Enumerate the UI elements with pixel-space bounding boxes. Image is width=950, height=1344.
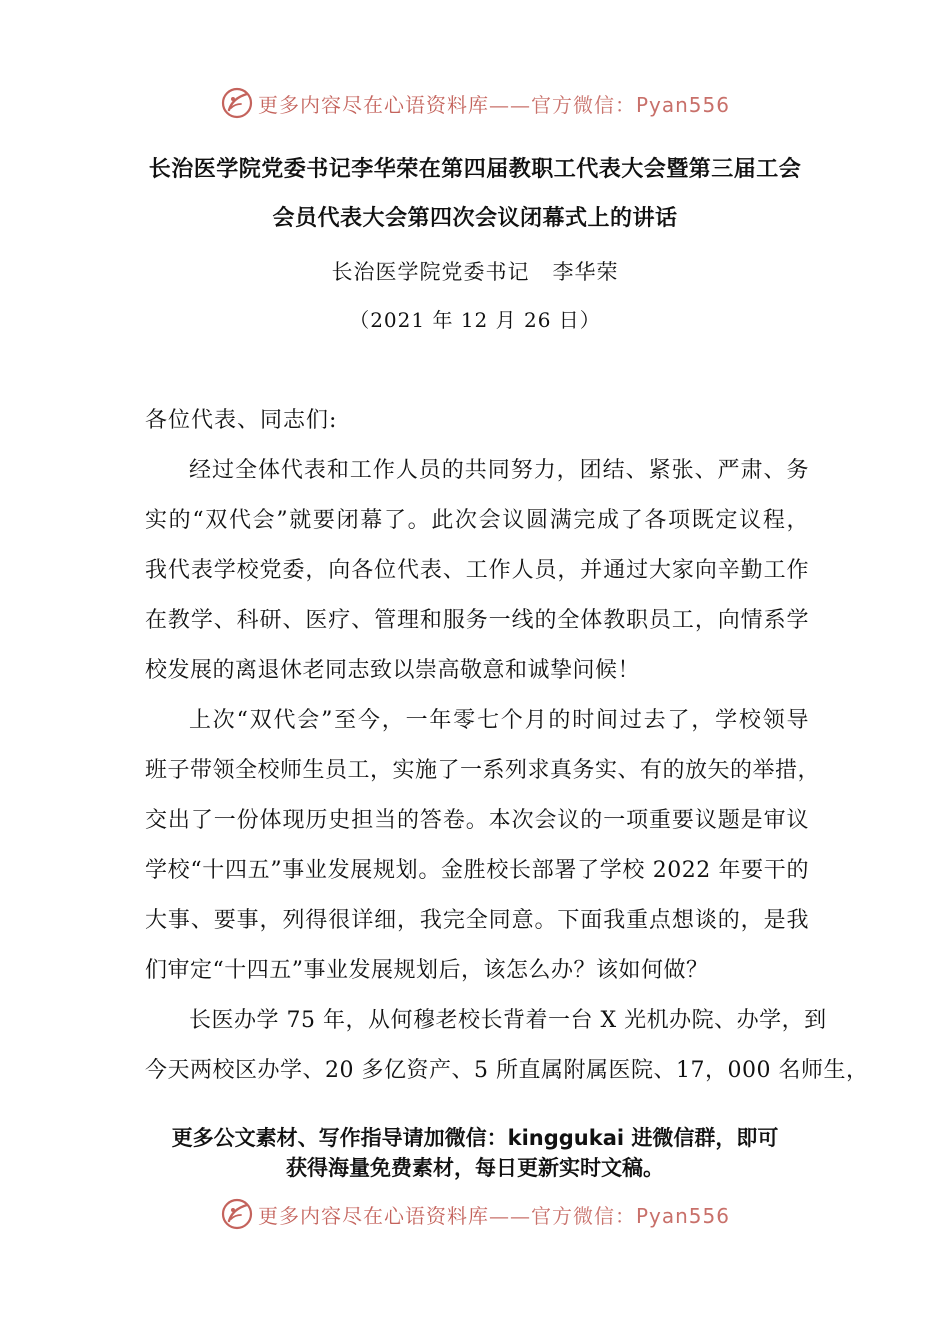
body-line: 们审定“十四五”事业发展规划后，该怎么办？该如何做？ — [145, 958, 709, 983]
promo-line-2: 获得海量免费素材，每日更新实时文稿。 — [286, 1156, 664, 1180]
body-line: 上次“双代会”至今，一年零七个月的时间过去了，学校领导 — [189, 708, 809, 733]
document-author: 长治医学院党委书记 李华荣 — [331, 260, 619, 284]
body-line: 学校“十四五”事业发展规划。金胜校长部署了学校 2022 年要干的 — [145, 858, 809, 883]
watermark-account: 官方微信：Pyan556 — [530, 1203, 730, 1228]
library-logo-icon — [220, 86, 254, 120]
salutation: 各位代表、同志们: — [145, 408, 338, 433]
document-date: （2021 年 12 月 26 日） — [349, 308, 601, 332]
body-line: 今天两校区办学、20 多亿资产、5 所直属附属医院、17，000 名师生， — [145, 1058, 869, 1083]
body-line: 长医办学 75 年，从何穆老校长背着一台 X 光机办院、办学，到 — [189, 1008, 827, 1033]
watermark-footer — [0, 1194, 950, 1234]
body-line: 交出了一份体现历史担当的答卷。本次会议的一项重要议题是审议 — [145, 808, 809, 833]
watermark-dash: —— — [488, 92, 531, 117]
library-logo-icon — [220, 1197, 254, 1231]
body-line: 校发展的离退休老同志致以崇高敬意和诚挚问候！ — [145, 658, 641, 683]
watermark-main-text: 更多内容尽在心语资料库 — [257, 92, 489, 117]
body-line: 实的“双代会”就要闭幕了。此次会议圆满完成了各项既定议程， — [145, 508, 809, 533]
watermark-header — [0, 83, 950, 123]
body-line: 经过全体代表和工作人员的共同努力，团结、紧张、严肃、务 — [189, 458, 809, 483]
document-title-line-2: 会员代表大会第四次会议闭幕式上的讲话 — [272, 205, 678, 231]
body-line: 我代表学校党委，向各位代表、工作人员，并通过大家向辛勤工作 — [145, 558, 809, 583]
watermark-account: 官方微信：Pyan556 — [530, 92, 730, 117]
body-line: 大事、要事，列得很详细，我完全同意。下面我重点想谈的，是我 — [145, 908, 809, 933]
watermark-main-text: 更多内容尽在心语资料库 — [257, 1203, 489, 1228]
body-line: 班子带领全校师生员工，实施了一系列求真务实、有的放矢的举措， — [145, 758, 821, 783]
watermark-dash: —— — [488, 1203, 531, 1228]
document-title-line-1: 长治医学院党委书记李华荣在第四届教职工代表大会暨第三届工会 — [148, 156, 802, 182]
body-line: 在教学、科研、医疗、管理和服务一线的全体教职员工，向情系学 — [145, 608, 809, 633]
promo-line-1: 更多公文素材、写作指导请加微信：kinggukai 进微信群，即可 — [171, 1126, 779, 1150]
